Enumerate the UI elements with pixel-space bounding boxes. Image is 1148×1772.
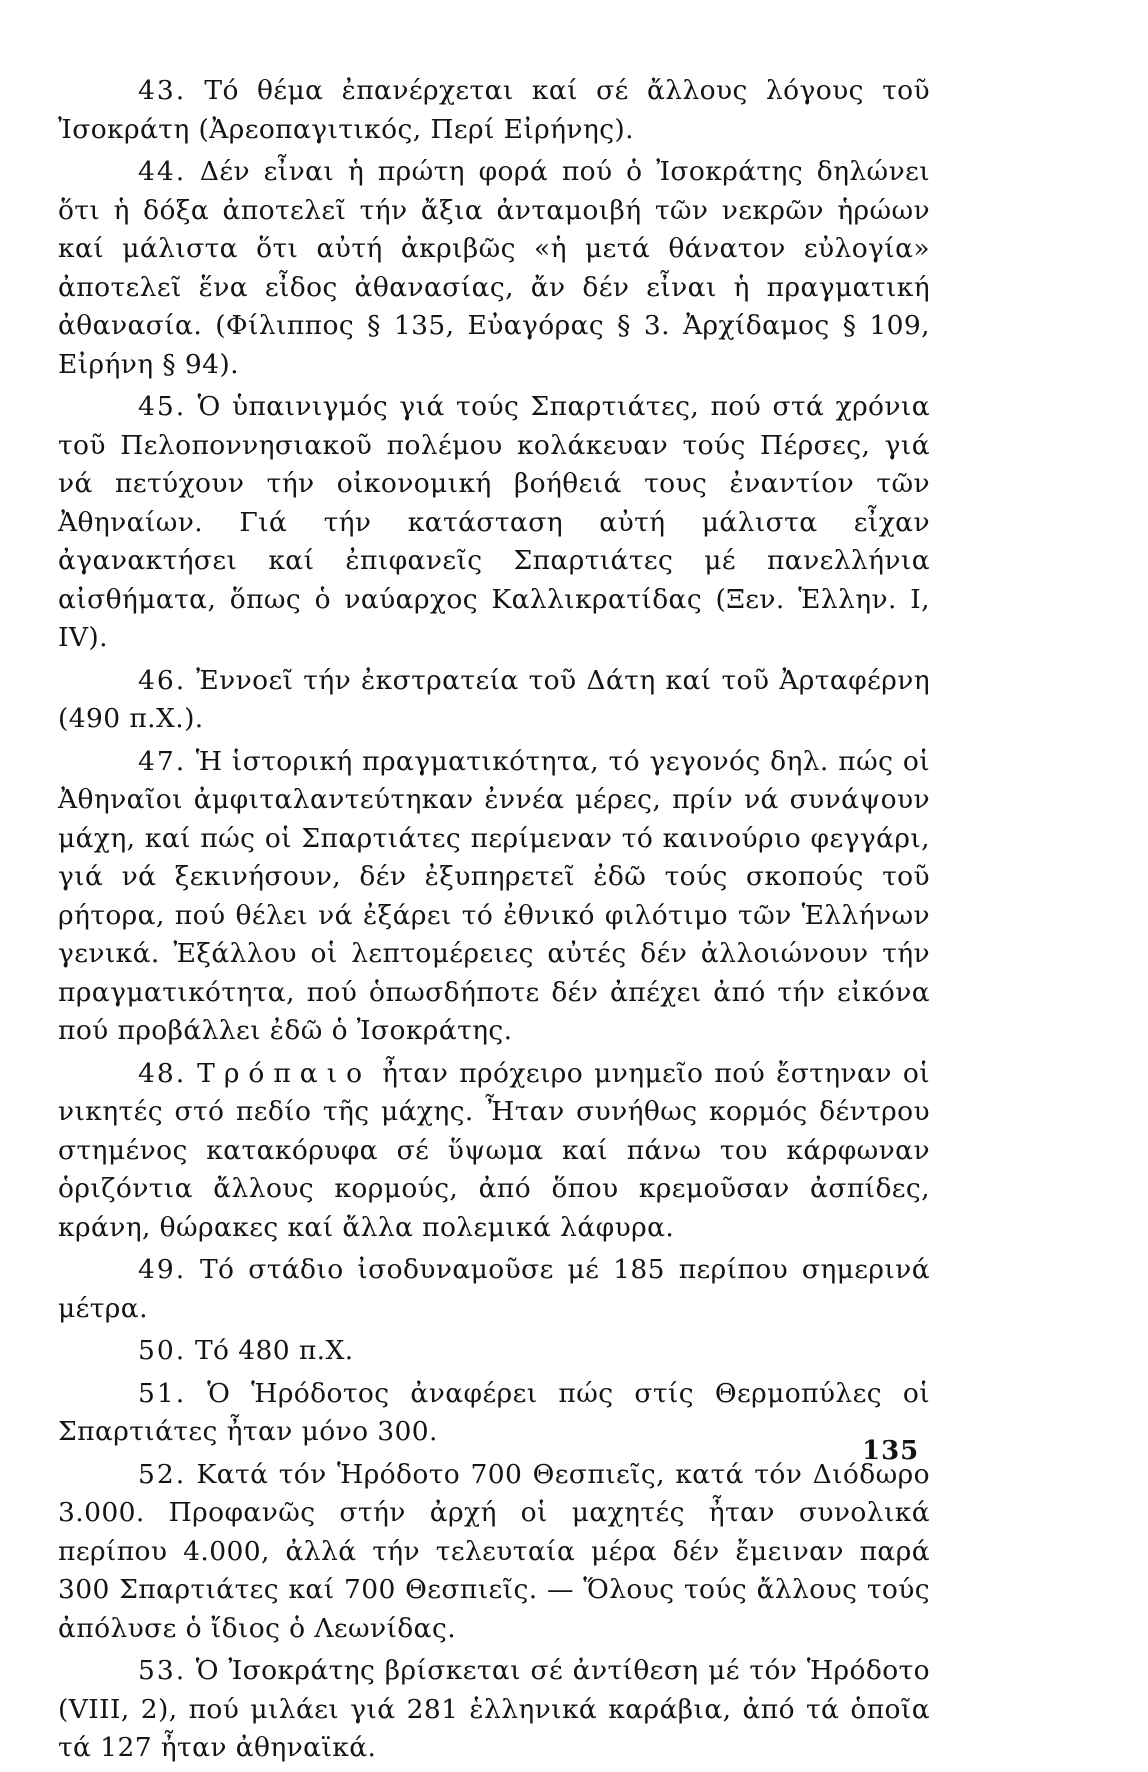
note-text: Ὁ ὑπαινιγμός γιά τούς Σπαρτιάτες, πού στά χρόνια τοῦ Πελοποννησιακοῦ πολέμου κολάκευαν τούς Πέρσες, γιά νά πετύχουν τήν οἰκονομική βοήθειά τους ἐναντίον τῶν Ἀθηναίων. Γιά τήν κατάσταση αὐτή μάλιστα εἶχαν ἀγανακτήσει καί ἐπιφανεῖς Σπαρτιάτες μέ πανελλήνια αἰσθήματα, ὅπως ὁ ναύαρχος Καλλικρατίδας (Ξεν. Ἑλλην. I, IV).	[58, 391, 930, 653]
note-48	[58, 1055, 930, 1248]
note-text: Τό 480 π.Χ.	[194, 1335, 354, 1366]
note-number: 43.	[138, 75, 187, 106]
note-text: Ὁ Ἰσοκράτης βρίσκεται σέ ἀντίθεση μέ τόν Ἡρόδοτο (VIII, 2), πού μιλάει γιά 281 ἑλληνικά καράβια, ἀπό τά ὁποῖα τά 127 ἦταν ἀθηναϊκά.	[58, 1655, 930, 1763]
note-number: 53.	[138, 1655, 187, 1686]
note-text: Τό θέμα ἐπανέρχεται καί σέ ἄλλους λόγους τοῦ Ἰσοκράτη (Ἀρεοπαγιτικός, Περί Εἰρήνης).	[58, 75, 931, 145]
note-50	[58, 1332, 930, 1371]
note-51	[58, 1375, 930, 1452]
note-text: Τό στάδιο ἰσοδυναμοῦσε μέ 185 περίπου σημερινά μέτρα.	[58, 1254, 930, 1324]
note-number: 51.	[138, 1377, 187, 1409]
note-number: 49.	[138, 1254, 187, 1285]
note-number: 46.	[138, 664, 187, 696]
notes-section	[58, 72, 930, 1772]
note-text: Ἡ ἱστορική πραγματικότητα, τό γεγονός δηλ. πώς οἱ Ἀθηναῖοι ἀμφιταλαντεύτηκαν ἐννέα μέρες, πρίν νά συνάψουν μάχη, καί πώς οἱ Σπαρτιάτες περίμεναν τό καινούριο φεγγάρι, γιά νά ξεκινήσουν, δέν ἐξυπηρετεῖ ἐδῶ τούς σκοπούς τοῦ ρήτορα, πού θέλει νά ἐξάρει τό ἐθνικό φιλότιμο τῶν Ἑλλήνων γενικά. Ἐξάλλου οἱ λεπτομέρειες αὐτές δέν ἀλλοιώνουν τήν πραγματικότητα, πού ὁπωσδήποτε δέν ἀπέχει ἀπό τήν εἰκόνα πού προβάλλει ἐδῶ ὁ Ἰσοκράτης.	[58, 745, 931, 1046]
note-number: 48.	[138, 1057, 187, 1089]
note-text: ἦταν πρόχειρο μνημεῖο πού ἔστηναν οἱ νικητές στό πεδίο τῆς μάχης. Ἦταν συνήθως κορμός δέντρου στημένος κατακόρυφα σέ ὕψωμα καί πάνω του κάρφωναν ὁριζόντια ἄλλους κορμούς, ἀπό ὅπου κρεμοῦσαν ἀσπίδες, κράνη, θώρακες καί ἄλλα πολεμικά λάφυρα.	[58, 1057, 931, 1243]
note-47	[58, 743, 930, 1051]
note-number: 44.	[138, 156, 187, 187]
note-number: 50.	[138, 1335, 187, 1366]
note-46	[58, 662, 930, 739]
note-text: Δέν εἶναι ἡ πρώτη φορά πού ὁ Ἰσοκράτης δηλώνει ὅτι ἡ δόξα ἀποτελεῖ τήν ἄξια ἀνταμοιβή τῶν νεκρῶν ἡρώων καί μάλιστα ὅτι αὐτή ἀκριβῶς «ἡ μετά θάνατον εὐλογία» ἀποτελεῖ ἕνα εἶδος ἀθανασίας, ἄν δέν εἶναι ἡ πραγματική ἀθανασία. (Φίλιππος § 135, Εὐαγόρας § 3. Ἀρχίδαμος § 109, Εἰρήνη § 94).	[58, 156, 930, 380]
note-text: Κατά τόν Ἡρόδοτο 700 Θεσπιεῖς, κατά τόν Διόδωρο 3.000. Προφανῶς στήν ἀρχή οἱ μαχητές ἦταν συνολικά περίπου 4.000, ἀλλά τήν τελευταία μέρα δέν ἔμειναν παρά 300 Σπαρτιάτες καί 700 Θεσπιεῖς. — Ὅλους τούς ἄλλους τούς ἀπόλυσε ὁ ἴδιος ὁ Λεωνίδας.	[58, 1458, 930, 1644]
note-53	[58, 1652, 930, 1768]
note-text: Ὁ Ἡρόδοτος ἀναφέρει πώς στίς Θερμοπύλες οἱ Σπαρτιάτες ἦταν μόνο 300.	[58, 1377, 931, 1447]
note-44	[58, 153, 930, 384]
page-number: 135	[862, 1436, 920, 1466]
note-43	[58, 72, 930, 149]
note-number: 52.	[138, 1458, 187, 1490]
note-52	[58, 1456, 930, 1649]
note-number: 45.	[138, 391, 187, 422]
note-term: Τρόπαιο	[197, 1057, 372, 1089]
note-text: Ἐννοεῖ τήν ἐκστρατεία τοῦ Δάτη καί τοῦ Ἀρταφέρνη (490 π.Χ.).	[58, 664, 930, 734]
note-49	[58, 1251, 930, 1328]
note-number: 47.	[138, 745, 187, 777]
note-45	[58, 388, 930, 658]
